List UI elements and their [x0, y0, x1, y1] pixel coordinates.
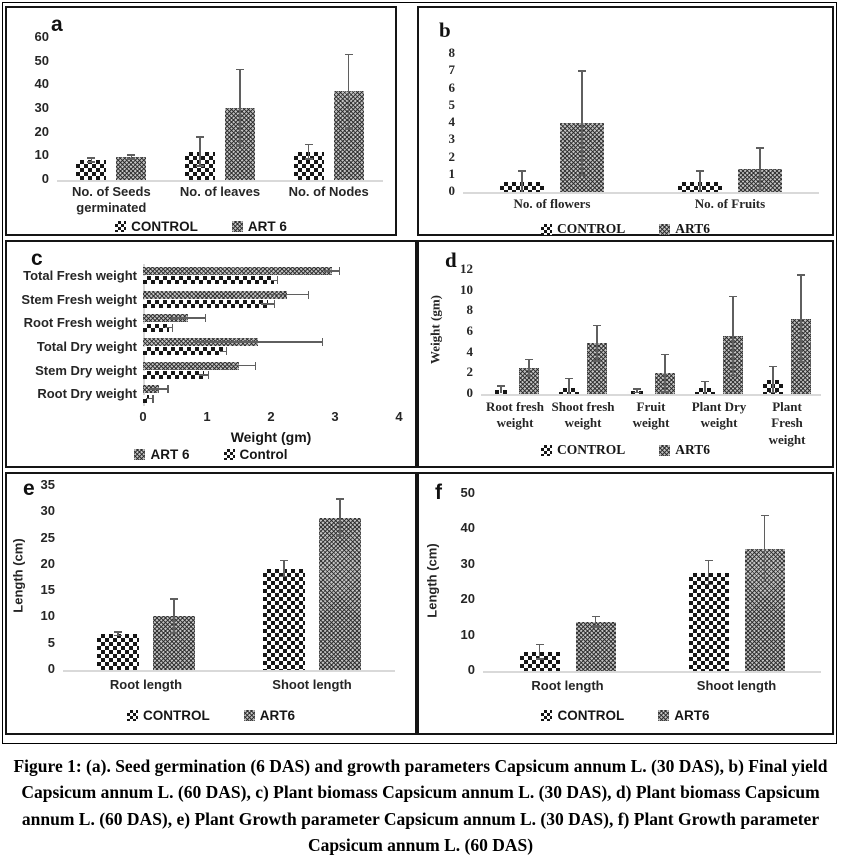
y-tick-label: 4	[448, 114, 455, 129]
error-bar-cap	[308, 291, 310, 299]
error-bar-cap	[593, 360, 601, 362]
error-bar	[759, 148, 761, 189]
error-bar-cap	[518, 170, 526, 172]
error-bar-cap	[170, 632, 178, 634]
bar-control	[97, 634, 139, 670]
figure-panels-frame	[2, 2, 837, 744]
error-bar-cap	[236, 69, 244, 71]
error-bar-cap	[705, 560, 713, 562]
error-bar-cap	[196, 165, 204, 167]
legend-marker-hatch-icon	[659, 445, 670, 456]
legend	[419, 708, 832, 723]
error-bar	[581, 71, 583, 175]
y-tick-label: 6	[466, 323, 473, 338]
panel-b	[417, 6, 834, 236]
x-axis-line	[63, 670, 395, 672]
category-label: Root length	[531, 678, 604, 693]
error-bar-cap	[565, 378, 573, 380]
x-tick-label: 4	[395, 409, 403, 424]
legend-marker-checker-icon	[541, 224, 552, 235]
y-tick-label: 35	[40, 477, 55, 492]
error-bar-cap	[593, 325, 601, 327]
y-tick-label: 6	[448, 79, 455, 95]
legend-item-art6	[659, 442, 710, 458]
bar-control	[143, 276, 274, 284]
y-tick-label: 30	[460, 555, 475, 571]
error-bar	[568, 379, 570, 395]
error-bar-cap	[205, 314, 207, 322]
error-bar-cap	[633, 392, 641, 394]
error-bar-cap	[729, 296, 737, 298]
legend-item-control	[541, 708, 624, 723]
y-tick-label: 10	[40, 608, 55, 624]
legend-label: ART6	[674, 708, 710, 723]
error-bar	[699, 171, 701, 192]
y-tick-label: 15	[40, 582, 55, 598]
error-bar	[521, 171, 523, 192]
error-bar-cap	[277, 276, 279, 284]
error-bar-cap	[170, 598, 178, 600]
legend-item-control	[224, 447, 288, 462]
x-tick-label: 3	[331, 409, 339, 424]
y-tick-label: 3	[448, 131, 455, 147]
legend	[7, 219, 395, 234]
error-bar	[283, 561, 285, 577]
category-label: Total Fresh weight	[23, 267, 137, 283]
y-tick-label: 12	[460, 261, 473, 276]
bar-control	[143, 371, 204, 379]
category-label: Stem Dry weight	[35, 362, 137, 378]
error-bar-cap	[797, 274, 805, 276]
error-bar	[199, 137, 201, 165]
x-tick-label: 2	[267, 409, 275, 424]
y-tick-label: 50	[460, 485, 475, 500]
y-tick-label: 20	[34, 123, 49, 139]
error-bar-cap	[305, 144, 313, 146]
x-axis-title: Weight (gm)	[230, 429, 312, 445]
error-bar	[764, 516, 766, 581]
legend-item-control	[115, 219, 198, 234]
y-tick-label: 60	[34, 29, 49, 44]
error-bar-cap	[345, 127, 353, 129]
error-bar	[539, 645, 541, 659]
error-bar	[150, 388, 168, 390]
error-bar-cap	[127, 154, 135, 156]
x-tick-label: 1	[203, 409, 211, 424]
legend-label: ART6	[259, 708, 295, 723]
error-bar-cap	[255, 362, 257, 370]
error-bar-cap	[305, 158, 313, 160]
legend	[419, 442, 832, 458]
x-axis-line	[483, 671, 821, 673]
y-tick-label: 0	[466, 385, 473, 400]
error-bar	[708, 561, 710, 584]
panel-letter: b	[439, 18, 451, 42]
error-bar-cap	[336, 498, 344, 500]
panel-letter: c	[31, 247, 43, 270]
y-tick-label: 8	[466, 302, 473, 318]
panel-letter: f	[435, 481, 442, 504]
figure-caption: Figure 1: (a). Seed germination (6 DAS) and growth parameters Capsicum annum L. (30 DAS), b) Final yield Capsicum annum L. (60 DAS), c) Plant biomass Capsicum annum L. (30 DAS), d) Plant biomass Capsicum annum L. (60 DAS), e) Plant Growth parameter Capsicum annum L. (30 DAS), f) Plant Growth parameter Capsicum annum L. (60 DAS)	[13, 756, 828, 855]
error-bar-cap	[729, 375, 737, 377]
category-label: Plant Fresh weight	[768, 399, 806, 447]
legend-marker-hatch-icon	[244, 710, 255, 721]
error-bar-cap	[196, 136, 204, 138]
y-tick-label: 30	[40, 503, 55, 519]
y-tick-label: 4	[466, 343, 473, 359]
y-tick-label: 7	[448, 62, 455, 78]
y-tick-label: 0	[448, 183, 455, 198]
error-bar-cap	[769, 366, 777, 368]
y-tick-label: 2	[466, 364, 473, 380]
y-tick-label: 20	[460, 591, 475, 607]
legend-item-control	[541, 442, 625, 458]
category-label: Plant Dry weight	[691, 399, 747, 431]
error-bar	[500, 386, 502, 393]
y-tick-label: 5	[47, 634, 55, 650]
error-bar	[596, 326, 598, 361]
category-label: Total Dry weight	[36, 338, 137, 354]
legend-label: CONTROL	[556, 221, 626, 236]
legend	[7, 447, 415, 462]
panel-e	[5, 472, 417, 735]
y-axis-title: Length (cm)	[424, 542, 440, 618]
legend-label: Control	[239, 447, 288, 462]
error-bar-cap	[274, 300, 276, 308]
legend-marker-checker-icon	[541, 445, 552, 456]
y-tick-label: 30	[34, 100, 49, 115]
legend-label: ART6	[675, 221, 711, 236]
error-bar-cap	[536, 644, 544, 646]
y-tick-label: 0	[467, 662, 475, 677]
error-bar-cap	[345, 54, 353, 56]
category-label: No. of flowers	[513, 196, 591, 211]
error-bar-cap	[127, 158, 135, 160]
panel-a	[5, 6, 397, 236]
error-bar	[800, 275, 802, 362]
y-tick-label: 10	[34, 147, 49, 163]
legend-item-art6	[244, 708, 295, 723]
error-bar-cap	[87, 157, 95, 159]
legend-item-control	[541, 221, 625, 237]
legend-label: CONTROL	[556, 442, 626, 457]
x-axis-line	[463, 192, 819, 194]
category-label: Stem Fresh weight	[21, 291, 137, 307]
x-tick-label: 0	[139, 409, 147, 424]
error-bar-cap	[208, 371, 210, 379]
y-tick-label: 20	[40, 555, 55, 571]
y-tick-label: 2	[448, 148, 455, 164]
y-tick-label: 0	[41, 171, 49, 186]
error-bar-cap	[756, 189, 764, 191]
error-bar-cap	[87, 161, 95, 163]
error-bar-cap	[152, 395, 154, 403]
category-label: Root Fresh weight	[23, 315, 137, 331]
error-bar-cap	[705, 584, 713, 586]
error-bar-cap	[536, 658, 544, 660]
error-bar-cap	[761, 581, 769, 583]
panel-f	[417, 472, 834, 735]
error-bar	[194, 341, 322, 343]
error-bar-cap	[172, 324, 174, 332]
y-axis-title: Weight (gm)	[427, 295, 443, 364]
error-bar-cap	[769, 392, 777, 394]
error-bar-cap	[761, 515, 769, 517]
error-bar-cap	[236, 145, 244, 147]
error-bar-cap	[322, 338, 324, 346]
legend	[419, 221, 832, 237]
bar-control	[143, 347, 223, 355]
error-bar-cap	[114, 631, 122, 633]
error-bar-cap	[797, 361, 805, 363]
legend-marker-checker-icon	[541, 710, 552, 721]
legend-marker-checker-icon	[224, 449, 235, 460]
error-bar-cap	[696, 170, 704, 172]
error-bar-cap	[280, 560, 288, 562]
y-axis-title: Length (cm)	[10, 538, 26, 613]
y-tick-label: 5	[448, 96, 455, 112]
error-bar-cap	[167, 385, 169, 393]
panel-letter: a	[51, 13, 63, 36]
error-bar-cap	[525, 376, 533, 378]
category-label: No. of Nodes	[288, 184, 369, 199]
y-tick-label: 1	[448, 165, 455, 181]
error-bar	[664, 355, 666, 392]
error-bar-cap	[592, 616, 600, 618]
error-bar-cap	[497, 385, 505, 387]
legend-item-art6	[659, 221, 710, 237]
error-bar-cap	[633, 388, 641, 390]
panel-c	[5, 240, 417, 468]
x-axis-line	[57, 180, 383, 182]
legend-label: CONTROL	[557, 708, 625, 723]
error-bar-cap	[661, 354, 669, 356]
panel-letter: d	[445, 248, 457, 272]
legend-label: ART6	[675, 442, 711, 457]
error-bar-cap	[701, 381, 709, 383]
category-label: Root length	[109, 677, 183, 692]
y-tick-label: 40	[460, 520, 475, 536]
y-tick-label: 10	[460, 281, 473, 297]
category-label: Root fresh weight	[486, 399, 544, 431]
category-label: Shoot length	[696, 678, 777, 693]
legend-item-art6	[658, 708, 709, 723]
error-bar-cap	[114, 635, 122, 637]
bar-art-6	[116, 157, 146, 180]
legend-item-art-6	[134, 447, 189, 462]
error-bar-cap	[280, 576, 288, 578]
legend-label: ART 6	[247, 219, 287, 234]
panel-d	[417, 240, 834, 468]
category-label: No. of Fruits	[694, 196, 766, 211]
legend-marker-checker-icon	[115, 221, 126, 232]
error-bar	[528, 360, 530, 377]
category-label: Shoot fresh weight	[551, 399, 615, 431]
bar-control	[76, 160, 106, 180]
error-bar-cap	[592, 626, 600, 628]
error-bar	[239, 70, 241, 146]
category-label: Shoot length	[272, 677, 352, 692]
y-tick-label: 10	[460, 626, 475, 642]
legend	[7, 708, 415, 723]
error-bar	[732, 297, 734, 376]
error-bar	[266, 294, 308, 296]
y-tick-label: 40	[34, 76, 49, 92]
y-tick-label: 25	[40, 529, 55, 545]
y-tick-label: 50	[34, 52, 49, 68]
bar-control	[143, 300, 268, 308]
error-bar-cap	[578, 70, 586, 72]
error-bar-cap	[661, 391, 669, 393]
x-axis-line	[481, 394, 821, 396]
error-bar-cap	[339, 267, 341, 275]
error-bar	[308, 145, 310, 159]
error-bar	[171, 317, 206, 319]
error-bar	[324, 270, 339, 272]
bar-art6	[576, 622, 616, 671]
y-tick-label: 0	[47, 661, 55, 676]
bar-control	[263, 569, 305, 670]
error-bar	[261, 303, 274, 305]
error-bar-cap	[336, 535, 344, 537]
category-label: No. of leaves	[179, 184, 261, 199]
bar-control	[689, 573, 729, 671]
error-bar	[595, 617, 597, 627]
legend-label: CONTROL	[142, 708, 210, 723]
category-label: No. of Seeds germinated	[71, 184, 151, 216]
legend-marker-hatch-icon	[659, 224, 670, 235]
panel-letter: e	[23, 477, 35, 500]
error-bar-cap	[226, 347, 228, 355]
legend-marker-checker-icon	[127, 710, 138, 721]
category-label: Fruit weight	[632, 399, 670, 431]
legend-marker-hatch-icon	[134, 449, 145, 460]
bar-art6	[319, 518, 361, 670]
error-bar-cap	[525, 359, 533, 361]
error-bar-cap	[756, 147, 764, 149]
error-bar	[339, 499, 341, 536]
error-bar	[173, 599, 175, 633]
legend-label: ART 6	[150, 447, 190, 462]
legend-marker-hatch-icon	[658, 710, 669, 721]
error-bar-cap	[578, 174, 586, 176]
legend-label: CONTROL	[131, 219, 198, 234]
category-label: Root Dry weight	[37, 386, 137, 402]
error-bar	[704, 382, 706, 394]
error-bar	[348, 55, 350, 128]
error-bar	[223, 365, 255, 367]
error-bar	[772, 367, 774, 393]
legend-item-control	[127, 708, 210, 723]
bar-art-6	[143, 267, 332, 275]
y-tick-label: 8	[448, 45, 455, 60]
legend-marker-hatch-icon	[232, 221, 243, 232]
legend-item-art-6	[232, 219, 287, 234]
